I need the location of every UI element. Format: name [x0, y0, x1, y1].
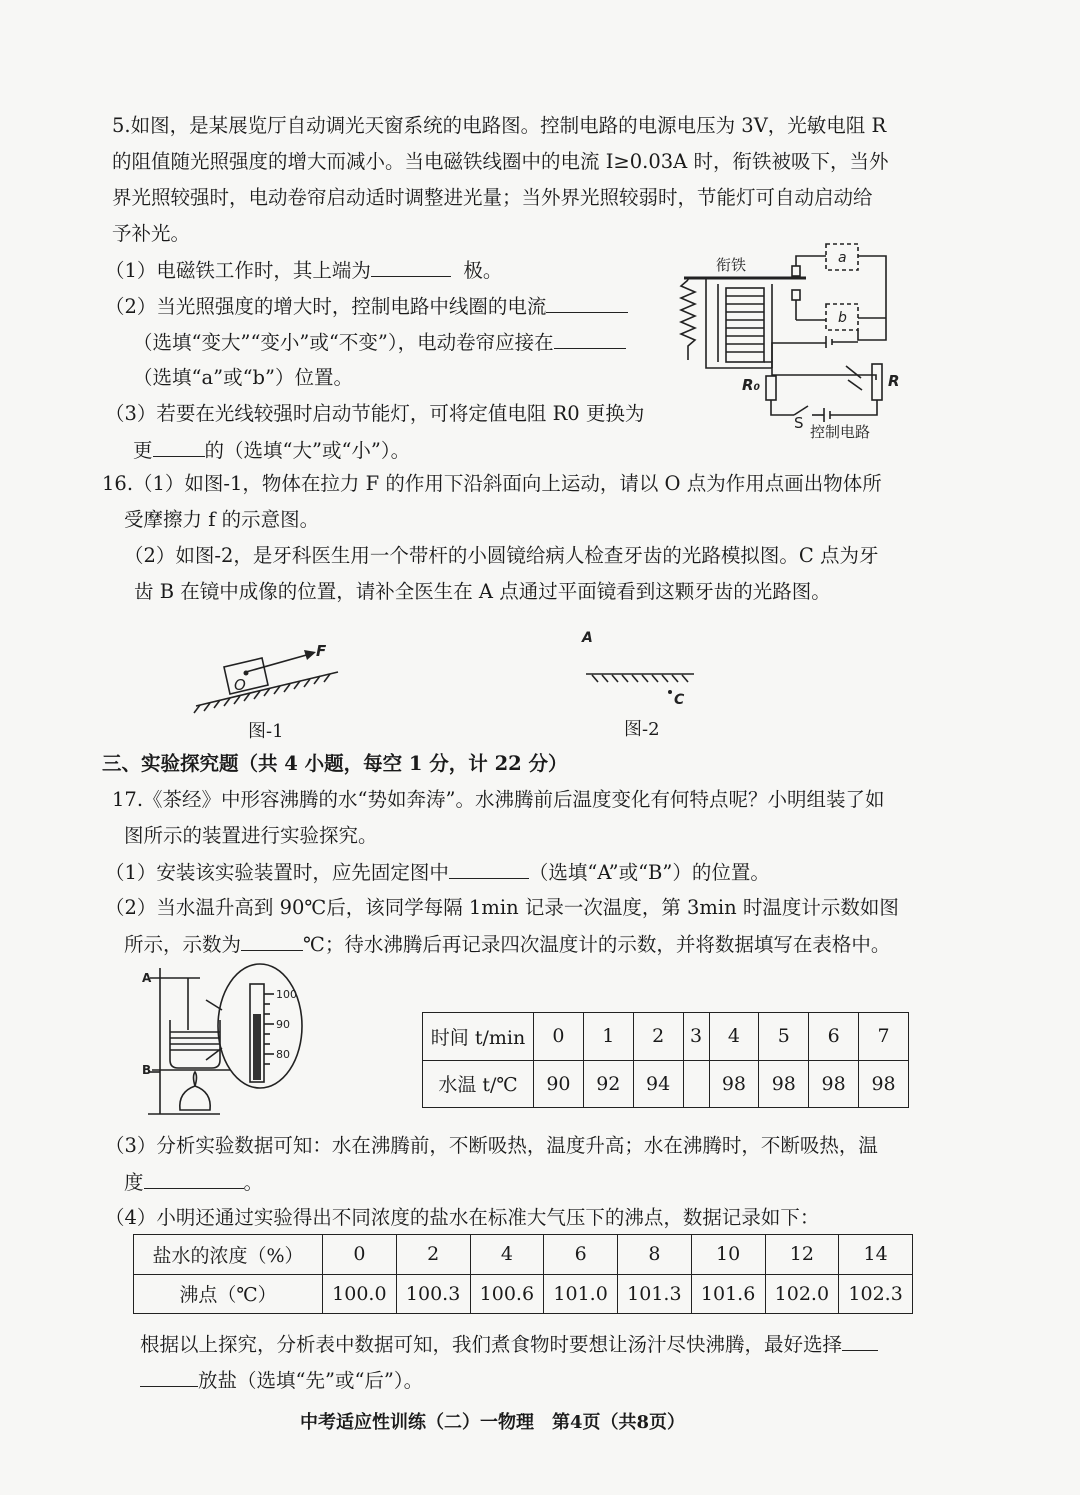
table-cell: 7 [859, 1013, 909, 1061]
q15-part3-c-text: 的（选填“大”或“小”）。 [204, 439, 411, 462]
q16-line2: 受摩擦力 f 的示意图。 [124, 508, 320, 531]
q17-fig-label-a: A [142, 971, 152, 985]
q17-answer-blank-4[interactable] [842, 1330, 878, 1351]
table-cell: 94 [633, 1060, 683, 1108]
table-cell: 0 [323, 1235, 397, 1275]
q17-part2-b-text: 所示，示数为 [124, 933, 242, 956]
table-row [134, 1274, 913, 1314]
table-cell: 102.0 [765, 1274, 839, 1314]
table-cell: 3 [683, 1013, 709, 1061]
table-cell: 101.0 [544, 1274, 618, 1314]
q15-part2-b [133, 328, 626, 357]
q15-part3: （3）若要在光线较强时启动节能灯，可将定值电阻 R0 更换为 [105, 402, 645, 425]
q15-circuit-diagram [676, 240, 906, 440]
q16-fig1-caption: 图-1 [248, 721, 284, 742]
q15-intro-line4: 予补光。 [112, 222, 191, 245]
q17-fig-label-b: B [142, 1063, 152, 1077]
q15-answer-blank-4[interactable] [153, 436, 205, 457]
q16-fig2-point-a: A [582, 630, 593, 646]
table-cell: 100.6 [470, 1274, 544, 1314]
q17-answer-blank-3[interactable] [144, 1168, 244, 1189]
table-cell: 98 [709, 1060, 759, 1108]
q16-line1: 16.（1）如图-1，物体在拉力 F 的作用下沿斜面向上运动，请以 O 点为作用点画出物体所 [102, 472, 882, 495]
table-row [134, 1235, 913, 1275]
q17-fig-tick-100: 100 [276, 988, 297, 1001]
q15-part2-b-text: （选填“变大”“变小”或“不变”），电动卷帘应接在 [133, 331, 554, 354]
q16-figure-2-mirror [578, 626, 708, 716]
table-cell: 5 [759, 1013, 809, 1061]
table-cell: 1 [583, 1013, 633, 1061]
q17-part1 [105, 858, 770, 887]
table-cell: 2 [396, 1235, 470, 1275]
q15-fig-control-label: 控制电路 [810, 423, 871, 440]
q15-part2 [105, 292, 628, 321]
q17-apparatus-diagram [140, 960, 310, 1120]
q16-fig1-force-label: F [316, 642, 327, 660]
table-cell: 102.3 [839, 1274, 913, 1314]
q17-answer-blank-4-cont[interactable] [140, 1366, 198, 1387]
table-row [423, 1013, 909, 1061]
q15-fig-r0-label: R₀ [742, 376, 761, 394]
q17-part1-text: （1）安装该实验装置时，应先固定图中 [105, 861, 449, 884]
q15-intro-line1: 5.如图，是某展览厅自动调光天窗系统的电路图。控制电路的电源电压为 3V，光敏电阻 R [112, 114, 887, 137]
q17-salt-boiling-table [133, 1234, 913, 1314]
q17-part2-b [124, 930, 890, 959]
q17-part2-c-text: ℃；待水沸腾后再记录四次温度计的示数，并将数据填写在表格中。 [303, 933, 891, 956]
q15-intro-line2: 的阻值随光照强度的增大而减小。当电磁铁线圈中的电流 I≥0.03A 时，衔铁被吸下，当外 [112, 150, 889, 173]
q17-part1-tail: （选填“A”或“B”）的位置。 [528, 861, 770, 884]
table-cell: 100.3 [396, 1274, 470, 1314]
q15-part1-text: （1）电磁铁工作时，其上端为 [105, 259, 371, 282]
q17-conclusion-line2 [140, 1366, 423, 1395]
table-cell: 10 [691, 1235, 765, 1275]
page-footer: 中考适应性训练（二）一物理 第4页（共8页） [300, 1412, 686, 1433]
q16-line3: （2）如图-2，是牙科医生用一个带杆的小圆镜给病人检查牙齿的光路模拟图。C 点为牙 [124, 544, 879, 567]
q16-fig2-point-c: C [674, 692, 685, 708]
q15-part3-b-text: 更 [133, 439, 153, 462]
q15-answer-blank-1[interactable] [371, 256, 451, 277]
q16-fig1-point-label: O [234, 676, 246, 694]
table-cell: 12 [765, 1235, 839, 1275]
table-cell: 90 [534, 1060, 584, 1108]
table-cell: 沸点（℃） [134, 1274, 323, 1314]
q15-fig-r-label: R [888, 372, 900, 390]
table-cell: 92 [583, 1060, 633, 1108]
q17-conclusion-line1 [140, 1330, 878, 1359]
section-3-heading: 三、实验探究题（共 4 小题，每空 1 分，计 22 分） [102, 752, 568, 775]
table-cell: 4 [709, 1013, 759, 1061]
q15-fig-b-label: b [838, 310, 847, 326]
q17-answer-blank-2[interactable] [241, 930, 303, 951]
table-cell: 98 [859, 1060, 909, 1108]
q17-line2: 图所示的装置进行实验探究。 [124, 824, 378, 847]
q16-fig2-caption: 图-2 [624, 719, 660, 740]
table-cell: 98 [809, 1060, 859, 1108]
table-cell: 4 [470, 1235, 544, 1275]
q17-conclusion-text: 根据以上探究，分析表中数据可知，我们煮食物时要想让汤汁尽快沸腾，最好选择 [140, 1333, 843, 1356]
table-cell: 盐水的浓度（%） [134, 1235, 323, 1275]
table-cell: 6 [544, 1235, 618, 1275]
q17-part3-b: 度 。 [124, 1168, 263, 1197]
table-cell: 100.0 [323, 1274, 397, 1314]
q17-part2: （2）当水温升高到 90℃后，该同学每隔 1min 记录一次温度，第 3min 时温度计示数如图 [105, 896, 899, 919]
q17-answer-blank-1[interactable] [449, 858, 529, 879]
table-cell: 时间 t/min [423, 1013, 534, 1061]
q17-part3-b-text: 度 [124, 1171, 144, 1194]
q16-line4: 齿 B 在镜中成像的位置，请补全医生在 A 点通过平面镜看到这颗牙齿的光路图。 [134, 580, 831, 603]
q15-fig-armature-label: 衔铁 [716, 256, 747, 274]
table-cell: 101.3 [618, 1274, 692, 1314]
table-cell-blank[interactable] [683, 1060, 709, 1108]
q15-part1 [105, 256, 502, 285]
q17-fig-tick-80: 80 [276, 1048, 290, 1061]
table-cell: 14 [839, 1235, 913, 1275]
table-row [423, 1060, 909, 1108]
q17-line1: 17.《茶经》中形容沸腾的水“势如奔涛”。水沸腾前后温度变化有何特点呢？小明组装了如 [112, 788, 885, 811]
table-cell: 98 [759, 1060, 809, 1108]
q17-fig-tick-90: 90 [276, 1018, 290, 1031]
q15-part1-tail: 极。 [463, 259, 503, 282]
q15-intro-line3: 界光照较强时，电动卷帘启动适时调整进光量；当外界光照较弱时，节能灯可自动启动给 [112, 186, 873, 209]
table-cell: 0 [534, 1013, 584, 1061]
q15-fig-switch-label: S [794, 414, 804, 432]
q15-part2-c: （选填“a”或“b”）位置。 [133, 366, 353, 389]
table-cell: 2 [633, 1013, 683, 1061]
q17-part3: （3）分析实验数据可知：水在沸腾前，不断吸热，温度升高；水在沸腾时，不断吸热，温 [105, 1134, 878, 1157]
table-cell: 6 [809, 1013, 859, 1061]
table-cell: 101.6 [691, 1274, 765, 1314]
q15-part2-text: （2）当光照强度的增大时，控制电路中线圈的电流 [105, 295, 547, 318]
q17-temperature-table [422, 1012, 909, 1108]
q15-fig-a-label: a [838, 250, 847, 266]
q15-answer-blank-2[interactable] [546, 292, 628, 313]
table-cell: 水温 t/℃ [423, 1060, 534, 1108]
q17-part4: （4）小明还通过实验得出不同浓度的盐水在标准大气压下的沸点，数据记录如下： [105, 1206, 820, 1229]
q15-answer-blank-3[interactable] [554, 328, 626, 349]
q15-part3-b [133, 436, 410, 465]
q17-conclusion-tail: 放盐（选填“先”或“后”）。 [198, 1369, 424, 1392]
table-cell: 8 [618, 1235, 692, 1275]
